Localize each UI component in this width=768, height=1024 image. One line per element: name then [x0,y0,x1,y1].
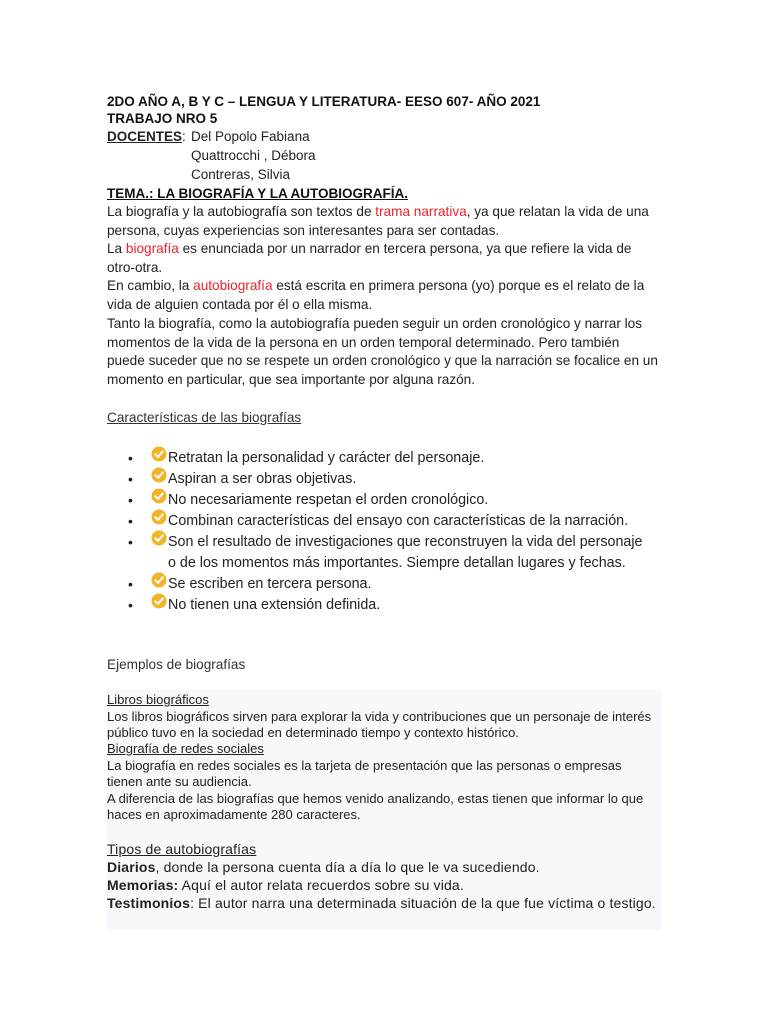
autobiografia-term: autobiografía [193,278,273,293]
testimonios-label: Testimonios [107,895,191,911]
libros-title: Libros biográficos [107,692,209,707]
check-circle-icon [151,488,167,504]
tipos-diarios: Diarios, donde la persona cuenta día a día lo que le va sucediendo. [107,859,540,875]
docente-2: Quattrocchi , Débora [191,148,316,163]
docentes-label: DOCENTES [107,129,183,144]
list-item: • No tienen una extensión definida. [107,595,652,616]
tipos-memorias: Memorias: Aquí el autor relata recuerdos sobre su vida. [107,877,464,893]
docentes-row [107,127,186,146]
diarios-label: Diarios [107,859,156,875]
check-circle-icon [151,593,167,609]
list-item: • Se escriben en tercera persona. [107,574,652,595]
list-item: • Retratan la personalidad y carácter del personaje. [107,448,652,469]
trama-narrativa-term: trama narrativa [375,204,467,219]
check-circle-icon [151,467,167,483]
biografia-term: biografía [125,241,179,256]
docente-1: Del Popolo Fabiana [191,129,310,144]
intro-paragraph-3: En cambio, la autobiografía está escrita en primera persona (yo) porque es el relato de la vida de alguien contada por él o ella misma. [107,278,645,312]
check-circle-icon [151,530,167,546]
memorias-label: Memorias: [107,877,179,893]
list-item: • No necesariamente respetan el orden cronológico. [107,490,652,511]
list-item: • Son el resultado de investigaciones que reconstruyen la vida del personaje o de los momentos más importantes. Siempre detallan lugares y fechas. [107,532,652,573]
libros-text: Los libros biográficos sirven para explorar la vida y contribuciones que un personaje de interés público tuvo en la sociedad en determinado tiempo y contexto histórico. [107,709,652,741]
list-item: • Aspiran a ser obras objetivas. [107,469,652,490]
list-item: • Combinan características del ensayo con características de la narración. [107,511,652,532]
check-circle-icon [151,446,167,462]
ejemplos-title: Ejemplos de biografías [107,657,246,672]
redes-text-2: A diferencia de las biografías que hemos venido analizando, estas tienen que informar lo que haces en aproximadamente 280 caracteres. [107,791,644,823]
header-line-2: TRABAJO NRO 5 [107,111,218,126]
redes-title: Biografía de redes sociales [107,741,264,756]
intro-paragraph-1: La biografía y la autobiografía son textos de trama narrativa, ya que relatan la vida de una persona, cuyas experiencias son interesantes para ser contadas. [107,204,649,238]
docentes-sep: : [182,129,186,144]
tipos-testimonios: Testimonios: El autor narra una determinada situación de la que fue víctima o testigo. [107,895,656,911]
check-circle-icon [151,572,167,588]
caracteristicas-list [107,448,652,616]
caracteristicas-title: Características de las biografías [107,410,302,425]
redes-text-1: La biografía en redes sociales es la tarjeta de presentación que las personas o empresas tienen ante su audiencia. [107,758,622,790]
tipos-title: Tipos de autobiografías [107,841,257,857]
intro-paragraph-2: La biografía es enunciada por un narrador en tercera persona, ya que refiere la vida de otro-otra. [107,241,632,275]
docente-3: Contreras, Silvia [191,167,291,182]
intro-paragraph-4: Tanto la biografía, como la autobiografía pueden seguir un orden cronológico y narrar los momentos de la vida de la persona en un orden temporal determinado. Pero también puede suceder que no se respete un orden cronológico y que la narración se focalice en un momento en particular, que sea importante por alguna razón. [107,316,658,387]
check-circle-icon [151,509,167,525]
tema-title: TEMA.: LA BIOGRAFÍA Y LA AUTOBIOGRAFÍA. [107,186,408,201]
header-line-1: 2DO AÑO A, B Y C – LENGUA Y LITERATURA- EESO 607- AÑO 2021 [107,94,541,109]
